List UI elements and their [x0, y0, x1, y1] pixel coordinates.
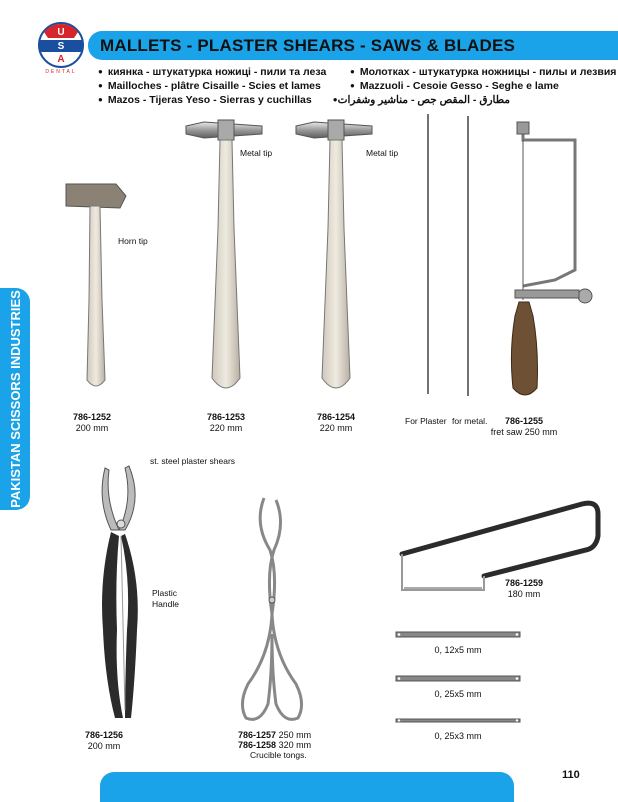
- blade-size-2: 0, 25x5 mm: [434, 689, 482, 699]
- tongs-label-block: [238, 730, 328, 760]
- hacksaw-blade-3-image: [396, 716, 522, 726]
- subtitle-russian: ● Молотках - штукатурка ножницы - пилы и лезвия: [350, 66, 616, 78]
- horn-tip-note: Horn tip: [118, 236, 148, 246]
- shears-handle-note-1: Plastic: [152, 588, 178, 598]
- product-code-1256: 786-1256: [84, 730, 124, 740]
- subtitle-spanish: ● Mazos - Tijeras Yeso - Sierras y cuchillas: [98, 94, 312, 106]
- tongs-note: Crucible tongs.: [250, 750, 307, 760]
- metal-tip-note-1254: Metal tip: [366, 148, 399, 158]
- hacksaw-blade-1-image: [396, 630, 522, 640]
- product-size-1255: fret saw 250 mm: [490, 427, 558, 437]
- product-size-1258: 320 mm: [278, 740, 312, 750]
- product-size-1256: 200 mm: [87, 741, 121, 751]
- logo-letter-s: S: [57, 41, 65, 52]
- product-code-1253: 786-1253: [206, 412, 246, 422]
- subtitle-french: ● Mailloches - plâtre Cisaille - Scies et lames: [98, 80, 321, 92]
- footer-bar: [100, 772, 514, 802]
- fret-saw-image: [505, 120, 605, 405]
- side-tab-label: PAKISTAN SCISSORS INDUSTRIES: [8, 290, 23, 508]
- metal-tip-mallet-1253-image: [182, 118, 272, 400]
- shears-handle-note-2: Handle: [152, 599, 179, 609]
- shears-note: st. steel plaster shears: [150, 456, 236, 466]
- blade-note-plaster: For Plaster: [405, 416, 447, 426]
- metal-tip-mallet-1254-image: [292, 118, 382, 400]
- logo-word: DENTAL: [45, 69, 77, 75]
- logo-letter-a: A: [57, 54, 65, 65]
- product-size-1252: 200 mm: [75, 423, 109, 433]
- saw-blades-image: [420, 112, 480, 402]
- page-title: MALLETS - PLASTER SHEARS - SAWS & BLADES: [100, 36, 516, 55]
- logo-letter-u: U: [57, 27, 65, 38]
- blade-size-3: 0, 25x3 mm: [434, 731, 482, 741]
- product-code-1252: 786-1252: [72, 412, 112, 422]
- product-code-1254: 786-1254: [316, 412, 356, 422]
- product-size-1257: 250 mm: [278, 730, 312, 740]
- horn-tip-mallet-image: [60, 180, 130, 400]
- subtitle-ukrainian: ● киянка - штукатурка ножиці - пили та леза: [98, 66, 326, 78]
- subtitle-italian: ● Mazzuoli - Cesoie Gesso - Seghe e lame: [350, 80, 559, 92]
- plaster-shears-image: [85, 460, 155, 725]
- blade-size-1: 0, 12x5 mm: [434, 645, 482, 655]
- product-code-1258: 786-1258: [238, 740, 277, 750]
- product-size-1254: 220 mm: [319, 423, 353, 433]
- metal-tip-note-1253: Metal tip: [240, 148, 273, 158]
- subtitle-arabic: مطارق - المقص جص - مناشير وشفرات ●: [350, 94, 510, 106]
- blade-note-metal: for metal.: [452, 416, 488, 426]
- product-code-1257: 786-1257: [238, 730, 277, 740]
- usa-dental-logo: [34, 18, 88, 76]
- hacksaw-blade-2-image: [396, 674, 522, 684]
- product-code-1255: 786-1255: [504, 416, 544, 426]
- product-size-1253: 220 mm: [209, 423, 243, 433]
- product-size-1259: 180 mm: [507, 589, 541, 599]
- crucible-tongs-image: [232, 494, 312, 726]
- product-code-1259: 786-1259: [504, 578, 544, 588]
- page-number: 110: [562, 769, 580, 781]
